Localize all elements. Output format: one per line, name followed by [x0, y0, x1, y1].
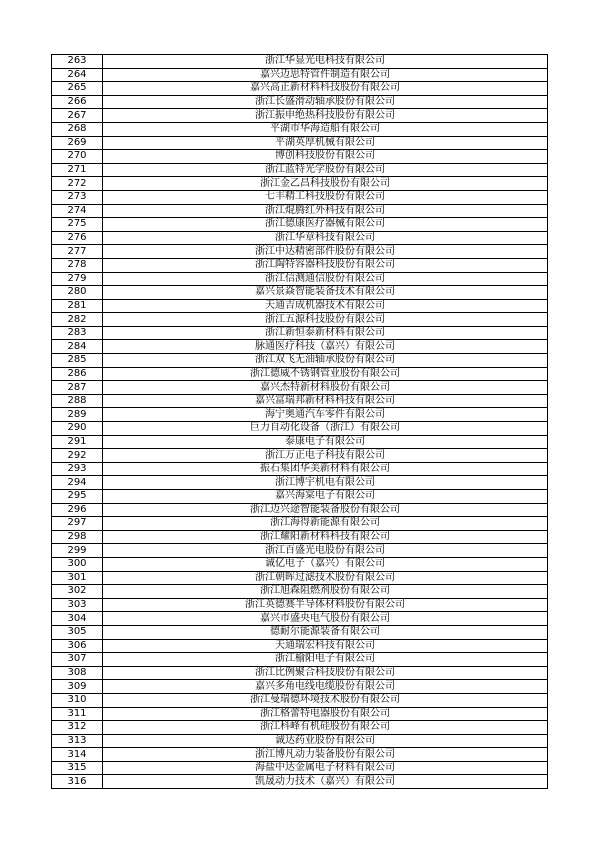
company-name-cell: 浙江旭森阻燃剂股份有限公司 — [103, 585, 548, 599]
row-number-cell: 296 — [52, 503, 103, 517]
row-number-cell: 279 — [52, 272, 103, 286]
table-row — [52, 394, 548, 408]
table-row — [52, 55, 548, 69]
company-name-cell: 振石集团华美新材料有限公司 — [103, 462, 548, 476]
row-number-cell: 280 — [52, 286, 103, 300]
table-row — [52, 721, 548, 735]
table-row — [52, 354, 548, 368]
table-row — [52, 286, 548, 300]
row-number-cell: 273 — [52, 190, 103, 204]
row-number-cell: 293 — [52, 462, 103, 476]
row-number-cell: 299 — [52, 544, 103, 558]
table-row — [52, 136, 548, 150]
company-name-cell: 浙江焜腾红外科技有限公司 — [103, 204, 548, 218]
row-number-cell: 302 — [52, 585, 103, 599]
company-name-cell: 浙江中达精密部件股份有限公司 — [103, 245, 548, 259]
row-number-cell: 272 — [52, 177, 103, 191]
table-row — [52, 707, 548, 721]
row-number-cell: 274 — [52, 204, 103, 218]
company-name-cell: 博创科技股份有限公司 — [103, 150, 548, 164]
table-row — [52, 612, 548, 626]
table-row — [52, 680, 548, 694]
table-row — [52, 272, 548, 286]
table-row — [52, 653, 548, 667]
company-name-cell: 泰康电子有限公司 — [103, 435, 548, 449]
company-name-cell: 海盐中达金属电子材料有限公司 — [103, 761, 548, 775]
row-number-cell: 310 — [52, 693, 103, 707]
table-row — [52, 462, 548, 476]
company-name-cell: 浙江曼瑞德环境技术股份有限公司 — [103, 693, 548, 707]
row-number-cell: 285 — [52, 354, 103, 368]
company-name-cell: 嘉兴市盛央电气股份有限公司 — [103, 612, 548, 626]
row-number-cell: 264 — [52, 68, 103, 82]
company-name-cell: 浙江蓝特光学股份有限公司 — [103, 163, 548, 177]
row-number-cell: 263 — [52, 55, 103, 69]
company-name-cell: 嘉兴高正新材料科技股份有限公司 — [103, 82, 548, 96]
table-row — [52, 340, 548, 354]
company-name-cell: 嘉兴杰特新材料股份有限公司 — [103, 381, 548, 395]
table-row — [52, 82, 548, 96]
company-name-cell: 浙江金乙昌科技股份有限公司 — [103, 177, 548, 191]
table-row — [52, 177, 548, 191]
row-number-cell: 301 — [52, 571, 103, 585]
row-number-cell: 284 — [52, 340, 103, 354]
table-row — [52, 122, 548, 136]
table-row — [52, 408, 548, 422]
table-row — [52, 666, 548, 680]
company-name-cell: 浙江比例聚合科技股份有限公司 — [103, 666, 548, 680]
row-number-cell: 290 — [52, 422, 103, 436]
table-row — [52, 693, 548, 707]
row-number-cell: 266 — [52, 95, 103, 109]
table-row — [52, 557, 548, 571]
company-name-cell: 嘉兴富瑞邦新材料科技有限公司 — [103, 394, 548, 408]
row-number-cell: 281 — [52, 299, 103, 313]
company-list-table — [51, 54, 548, 789]
company-name-cell: 诚亿电子（嘉兴）有限公司 — [103, 557, 548, 571]
row-number-cell: 276 — [52, 231, 103, 245]
company-name-cell: 天通瑞宏科技有限公司 — [103, 639, 548, 653]
table-row — [52, 231, 548, 245]
company-name-cell: 浙江五源科技股份有限公司 — [103, 313, 548, 327]
row-number-cell: 307 — [52, 653, 103, 667]
row-number-cell: 288 — [52, 394, 103, 408]
row-number-cell: 313 — [52, 734, 103, 748]
row-number-cell: 300 — [52, 557, 103, 571]
company-name-cell: 诚达药业股份有限公司 — [103, 734, 548, 748]
company-name-cell: 浙江朝晖过滤技术股份有限公司 — [103, 571, 548, 585]
company-name-cell: 浙江华显光电科技有限公司 — [103, 55, 548, 69]
table-row — [52, 381, 548, 395]
company-name-cell: 浙江陶特容器科技股份有限公司 — [103, 258, 548, 272]
row-number-cell: 282 — [52, 313, 103, 327]
row-number-cell: 267 — [52, 109, 103, 123]
row-number-cell: 269 — [52, 136, 103, 150]
company-name-cell: 平湖市华海造船有限公司 — [103, 122, 548, 136]
company-name-cell: 浙江榆阳电子有限公司 — [103, 653, 548, 667]
table-row — [52, 204, 548, 218]
row-number-cell: 271 — [52, 163, 103, 177]
company-name-cell: 海宁奥通汽车零件有限公司 — [103, 408, 548, 422]
row-number-cell: 265 — [52, 82, 103, 96]
table-row — [52, 449, 548, 463]
table-row — [52, 109, 548, 123]
table-row — [52, 517, 548, 531]
company-name-cell: 浙江新恒泰新材料有限公司 — [103, 326, 548, 340]
row-number-cell: 309 — [52, 680, 103, 694]
table-row — [52, 313, 548, 327]
table-row — [52, 530, 548, 544]
table-row — [52, 639, 548, 653]
row-number-cell: 283 — [52, 326, 103, 340]
row-number-cell: 270 — [52, 150, 103, 164]
table-row — [52, 598, 548, 612]
company-name-cell: 浙江科峰有机硅股份有限公司 — [103, 721, 548, 735]
row-number-cell: 308 — [52, 666, 103, 680]
company-name-cell: 浙江华章科技有限公司 — [103, 231, 548, 245]
row-number-cell: 311 — [52, 707, 103, 721]
company-name-cell: 浙江格蕾特电器股份有限公司 — [103, 707, 548, 721]
table-row — [52, 245, 548, 259]
table-row — [52, 503, 548, 517]
table-row — [52, 367, 548, 381]
row-number-cell: 314 — [52, 748, 103, 762]
company-name-cell: 浙江海得新能源有限公司 — [103, 517, 548, 531]
row-number-cell: 268 — [52, 122, 103, 136]
table-row — [52, 571, 548, 585]
table-row — [52, 625, 548, 639]
row-number-cell: 294 — [52, 476, 103, 490]
table-row — [52, 476, 548, 490]
table-row — [52, 190, 548, 204]
table-row — [52, 435, 548, 449]
table-row — [52, 761, 548, 775]
table-row — [52, 218, 548, 232]
table-row — [52, 258, 548, 272]
company-name-cell: 脉通医疗科技（嘉兴）有限公司 — [103, 340, 548, 354]
company-name-cell: 平湖英厚机械有限公司 — [103, 136, 548, 150]
table-row — [52, 163, 548, 177]
row-number-cell: 292 — [52, 449, 103, 463]
row-number-cell: 303 — [52, 598, 103, 612]
row-number-cell: 275 — [52, 218, 103, 232]
table-row — [52, 775, 548, 789]
company-name-cell: 浙江德康医疗器械有限公司 — [103, 218, 548, 232]
row-number-cell: 295 — [52, 490, 103, 504]
company-name-cell: 凯晟动力技术（嘉兴）有限公司 — [103, 775, 548, 789]
company-name-cell: 巨力自动化设备（浙江）有限公司 — [103, 422, 548, 436]
row-number-cell: 289 — [52, 408, 103, 422]
table-body — [52, 55, 548, 789]
row-number-cell: 305 — [52, 625, 103, 639]
row-number-cell: 277 — [52, 245, 103, 259]
table-row — [52, 150, 548, 164]
table-row — [52, 585, 548, 599]
row-number-cell: 304 — [52, 612, 103, 626]
company-name-cell: 天通吉成机器技术有限公司 — [103, 299, 548, 313]
row-number-cell: 316 — [52, 775, 103, 789]
company-name-cell: 德耐尔能源装备有限公司 — [103, 625, 548, 639]
company-name-cell: 浙江博宇机电有限公司 — [103, 476, 548, 490]
row-number-cell: 315 — [52, 761, 103, 775]
table-row — [52, 490, 548, 504]
company-name-cell: 七丰精工科技股份有限公司 — [103, 190, 548, 204]
company-name-cell: 嘉兴景焱智能装备技术有限公司 — [103, 286, 548, 300]
company-name-cell: 浙江振申绝热科技股份有限公司 — [103, 109, 548, 123]
company-name-cell: 浙江长盛滑动轴承股份有限公司 — [103, 95, 548, 109]
company-name-cell: 浙江耀阳新材料科技有限公司 — [103, 530, 548, 544]
company-name-cell: 嘉兴迈思特管件制造有限公司 — [103, 68, 548, 82]
row-number-cell: 298 — [52, 530, 103, 544]
row-number-cell: 297 — [52, 517, 103, 531]
company-name-cell: 浙江迈兴途智能装备股份有限公司 — [103, 503, 548, 517]
company-name-cell: 浙江英德赛半导体材料股份有限公司 — [103, 598, 548, 612]
company-name-cell: 浙江双飞无油轴承股份有限公司 — [103, 354, 548, 368]
company-name-cell: 嘉兴海棠电子有限公司 — [103, 490, 548, 504]
company-name-cell: 浙江信测通信股份有限公司 — [103, 272, 548, 286]
row-number-cell: 286 — [52, 367, 103, 381]
table-row — [52, 734, 548, 748]
company-name-cell: 浙江德威不锈钢管业股份有限公司 — [103, 367, 548, 381]
table-row — [52, 299, 548, 313]
company-name-cell: 嘉兴多角电线电缆股份有限公司 — [103, 680, 548, 694]
row-number-cell: 278 — [52, 258, 103, 272]
table-row — [52, 326, 548, 340]
row-number-cell: 287 — [52, 381, 103, 395]
company-name-cell: 浙江百盛光电股份有限公司 — [103, 544, 548, 558]
company-name-cell: 浙江博凡动力装备股份有限公司 — [103, 748, 548, 762]
table-row — [52, 95, 548, 109]
table-row — [52, 68, 548, 82]
company-name-cell: 浙江万正电子科技有限公司 — [103, 449, 548, 463]
row-number-cell: 306 — [52, 639, 103, 653]
table-row — [52, 544, 548, 558]
table-row — [52, 422, 548, 436]
row-number-cell: 312 — [52, 721, 103, 735]
table-row — [52, 748, 548, 762]
row-number-cell: 291 — [52, 435, 103, 449]
